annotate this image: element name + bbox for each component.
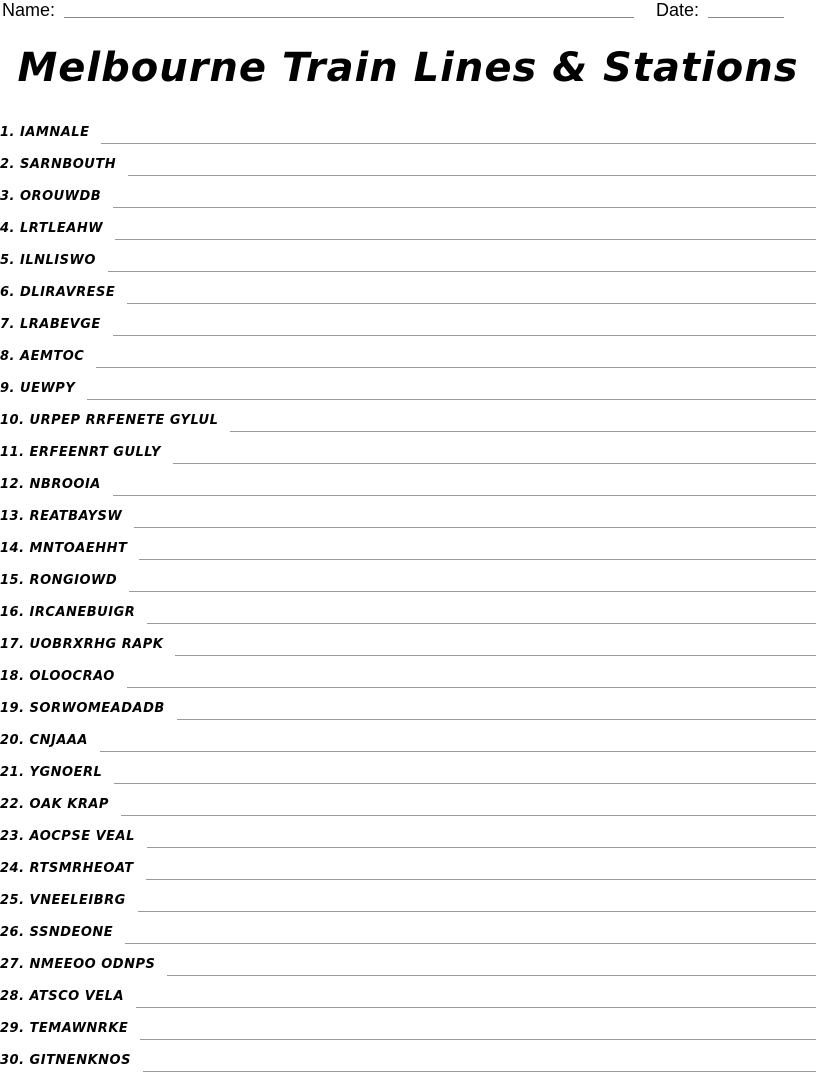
question-row [0,1008,816,1040]
worksheet-header [0,0,816,24]
question-label: 23. AOCPSE VEAL [0,829,135,844]
name-label: Name: [2,0,56,20]
question-label: 26. SSNDEONE [0,925,114,940]
question-row [0,720,816,752]
question-row [0,944,816,976]
question-label: 14. MNTOAEHHT [0,541,128,556]
question-label: 13. REATBAYSW [0,509,123,524]
question-row [0,848,816,880]
question-row [0,144,816,176]
question-label: 8. AEMTOC [0,349,85,364]
question-row [0,272,816,304]
question-row [0,1040,816,1072]
question-row [0,304,816,336]
question-label: 15. RONGIOWD [0,573,118,588]
question-row [0,560,816,592]
question-row [0,976,816,1008]
question-label: 12. NBROOIA [0,477,101,492]
question-label: 20. CNJAAA [0,733,88,748]
question-row [0,528,816,560]
question-label: 4. LRTLEAHW [0,221,104,236]
question-label: 16. IRCANEBUIGR [0,605,136,620]
question-row [0,112,816,144]
name-field-line[interactable] [64,17,634,18]
question-row [0,432,816,464]
question-label: 21. YGNOERL [0,765,103,780]
question-label: 19. SORWOMEADADB [0,701,165,716]
question-label: 22. OAK KRAP [0,797,109,812]
question-label: 10. URPEP RRFENETE GYLUL [0,413,219,428]
question-row [0,592,816,624]
question-label: 27. NMEEOO ODNPS [0,957,156,972]
question-label: 11. ERFEENRT GULLY [0,445,161,460]
question-label: 2. SARNBOUTH [0,157,117,172]
question-label: 9. UEWPY [0,381,76,396]
question-row [0,624,816,656]
question-label: 30. GITNENKNOS [0,1053,131,1068]
question-label: 3. OROUWDB [0,189,102,204]
question-row [0,400,816,432]
question-label: 6. DLIRAVRESE [0,285,116,300]
question-label: 28. ATSCO VELA [0,989,125,1004]
date-label: Date: [656,0,700,20]
question-row [0,880,816,912]
question-row [0,208,816,240]
question-row [0,240,816,272]
question-row [0,784,816,816]
question-row [0,688,816,720]
question-row [0,656,816,688]
question-label: 18. OLOOCRAO [0,669,115,684]
question-label: 29. TEMAWNRKE [0,1021,129,1036]
question-row [0,464,816,496]
question-label: 1. IAMNALE [0,125,90,140]
question-label: 5. ILNLISWO [0,253,96,268]
page-title: Melbourne Train Lines & Stations [17,45,799,91]
question-label: 25. VNEELEIBRG [0,893,126,908]
question-row [0,912,816,944]
question-row [0,368,816,400]
date-field-line[interactable] [708,17,784,18]
question-row [0,176,816,208]
question-row [0,752,816,784]
question-label: 7. LRABEVGE [0,317,101,332]
question-row [0,496,816,528]
question-row [0,816,816,848]
question-label: 24. RTSMRHEOAT [0,861,134,876]
question-label: 17. UOBRXRHG RAPK [0,637,164,652]
question-row [0,336,816,368]
